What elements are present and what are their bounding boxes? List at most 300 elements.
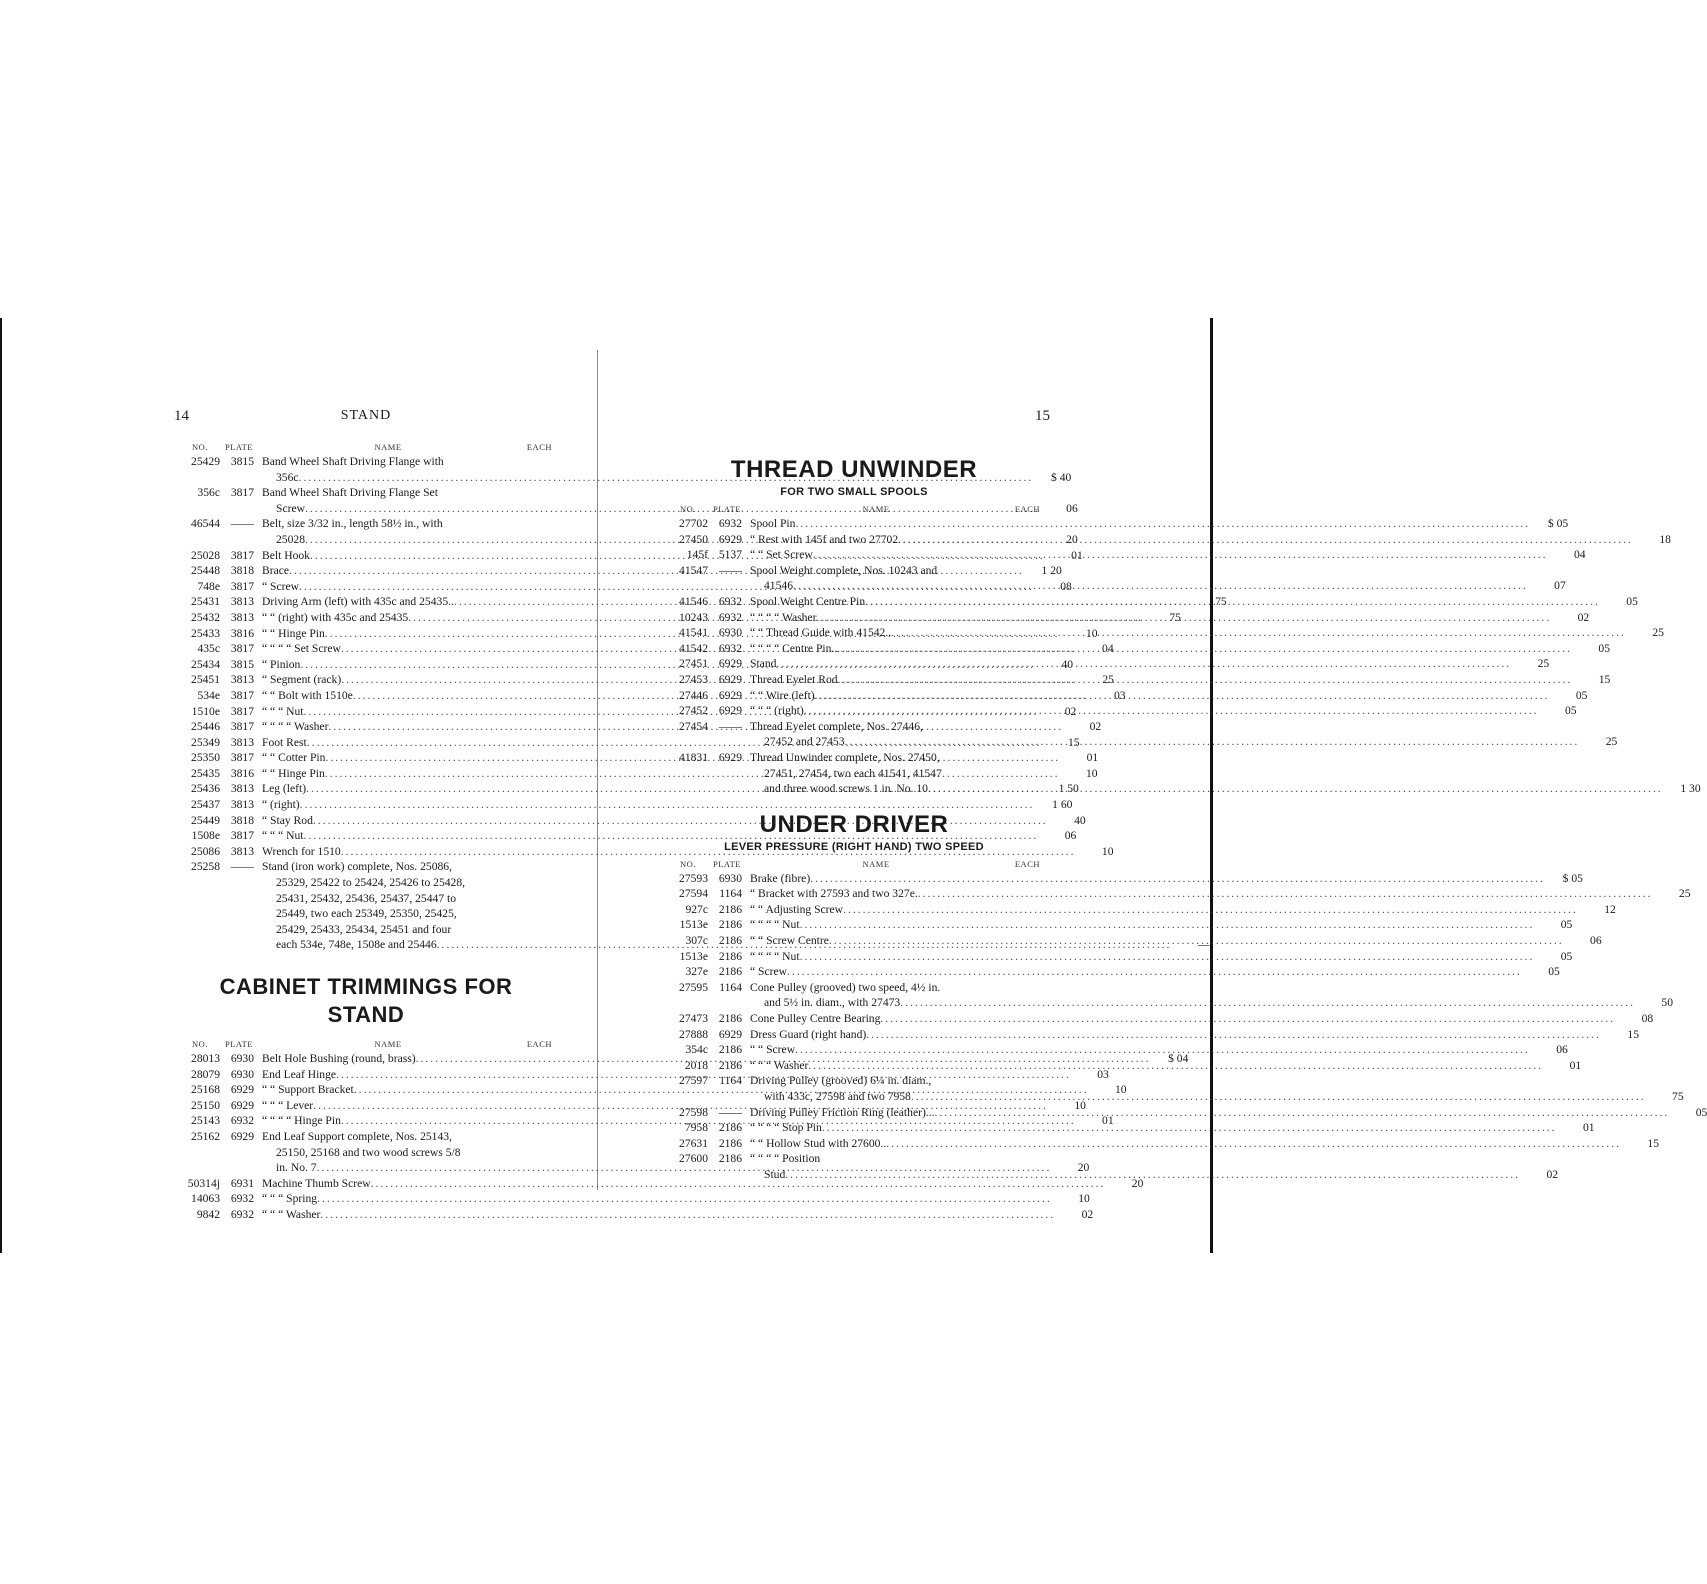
plate-number: 6929 — [230, 1083, 254, 1097]
description-line: “ “ Bolt with 1510e — [262, 688, 353, 702]
part-price: 15 — [1598, 672, 1611, 686]
description-line: Band Wheel Shaft Driving Flange with — [262, 455, 444, 468]
plate-number: 3817 — [230, 704, 254, 718]
plate-number: 3817 — [230, 751, 254, 765]
plate-number: 6930 — [718, 871, 742, 885]
description-line: with 433c, 27598 and two 7958 — [764, 1090, 911, 1103]
part-number: 25451 — [191, 673, 220, 687]
under-driver-subtitle: LEVER PRESSURE (RIGHT HAND) TWO SPEED — [724, 840, 984, 853]
dot-leader — [829, 933, 1564, 949]
plate-number: 6929 — [718, 688, 742, 702]
part-price: 02 — [1064, 704, 1077, 718]
col-name-label: NAME — [862, 858, 890, 869]
col-name-label: NAME — [374, 1039, 402, 1050]
description-line: “ “ “ Nut — [262, 829, 304, 843]
plate-number: 6929 — [718, 672, 742, 686]
part-price: 10 — [1085, 766, 1098, 780]
description-line: 25431, 25432, 25436, 25437, 25447 to — [276, 891, 457, 905]
part-description — [746, 656, 1515, 672]
part-row — [668, 902, 1616, 918]
part-number: 25258 — [191, 860, 220, 874]
part-number: 25429 — [191, 455, 220, 468]
part-description — [258, 1191, 1056, 1207]
plate-number: 6929 — [718, 750, 742, 764]
part-number: 9842 — [196, 1207, 220, 1221]
plate-number: 3813 — [230, 735, 254, 749]
part-number: 41547 — [679, 563, 708, 577]
plate-number: 3817 — [230, 720, 254, 734]
part-price: 75 — [1215, 595, 1227, 609]
part-description — [746, 532, 1637, 548]
dot-leader — [838, 672, 1573, 688]
col-plate-label: PLATE — [713, 504, 741, 514]
plate-number: 6929 — [230, 1130, 254, 1143]
dot-leader — [793, 578, 1528, 594]
part-price: 02 — [1081, 1207, 1094, 1221]
part-price: 12 — [1604, 902, 1616, 916]
part-price: 15 — [1647, 1136, 1659, 1150]
description-line: “ “ Wire (left) — [750, 688, 815, 702]
plate-number: 2186 — [718, 1121, 742, 1135]
description-line: “ “ “ “ Centre Pin.. — [750, 641, 838, 655]
dot-leader — [837, 641, 1572, 657]
part-number: 25350 — [191, 751, 220, 765]
part-number: 25436 — [191, 782, 220, 796]
description-line: “ Pinion — [262, 657, 301, 671]
plate-number: 3816 — [230, 766, 254, 780]
description-line: Foot Rest — [262, 735, 307, 749]
part-number: 41546 — [679, 594, 708, 608]
thread-unwinder-subtitle: FOR TWO SMALL SPOOLS — [780, 486, 928, 498]
dot-leader — [886, 1136, 1621, 1152]
col-plate-label: PLATE — [225, 442, 253, 452]
part-price: 20 — [1066, 532, 1078, 546]
col-each-label: EACH — [526, 1039, 552, 1050]
plate-number: —— — [230, 860, 254, 874]
description-line: “ “ Hinge Pin — [262, 766, 325, 780]
part-row — [668, 1120, 1595, 1136]
part-price: 10 — [1078, 1192, 1090, 1206]
description-line: Driving Pulley (grooved) 6¼ in. diam., — [750, 1074, 932, 1088]
description-line: 25329, 25422 to 25424, 25426 to 25428, — [276, 876, 466, 890]
part-price: 75 — [1672, 1090, 1684, 1103]
plate-number: 6929 — [230, 1098, 254, 1112]
part-number: 2018 — [684, 1058, 708, 1072]
dot-leader — [813, 547, 1548, 563]
right-page-header — [668, 408, 1050, 428]
plate-number: 2186 — [718, 902, 742, 916]
part-number: 25086 — [191, 844, 220, 858]
part-description — [746, 688, 1553, 704]
plate-number: 1164 — [719, 1074, 742, 1088]
col-each-label: EACH — [526, 442, 552, 452]
part-price: 02 — [1546, 1167, 1559, 1181]
part-number: 1513e — [679, 918, 708, 932]
part-price: 1 30 — [1680, 782, 1701, 796]
description-line: Driving Arm (left) with 435c and 25435.. — [262, 595, 454, 609]
description-line: “ “ “ “ Nut — [750, 918, 800, 932]
plate-number: 3813 — [230, 844, 254, 858]
dot-leader — [795, 516, 1530, 532]
part-number: 356c — [197, 486, 220, 500]
description-line: “ “ Cotter Pin — [262, 751, 326, 765]
left-page-header — [174, 408, 552, 428]
dot-leader — [928, 781, 1663, 797]
plate-number: 3817 — [230, 642, 254, 656]
part-row — [180, 797, 1073, 813]
part-number: 27600 — [679, 1152, 708, 1166]
part-description — [746, 719, 1583, 750]
part-row — [668, 964, 1560, 980]
part-price: $ 05 — [1547, 517, 1569, 530]
plate-number: 3817 — [230, 579, 254, 593]
description-line: “ “ “ (right) — [750, 704, 804, 718]
part-number: 50314j — [187, 1176, 220, 1190]
part-row — [180, 1207, 1094, 1223]
plate-number: 6932 — [718, 610, 742, 624]
description-line: “ “ “ “ Nut — [750, 949, 800, 963]
part-description — [746, 703, 1543, 719]
dot-leader — [810, 871, 1545, 887]
plate-number: —— — [718, 719, 742, 733]
cabinet-trimmings-title: CABINET TRIMMINGS FOR STAND — [219, 974, 513, 1028]
plate-number: —— — [718, 1105, 742, 1119]
dot-leader — [816, 610, 1551, 626]
part-price: 08 — [1641, 1012, 1654, 1026]
dot-leader — [804, 703, 1539, 719]
plate-number: 3818 — [230, 564, 254, 578]
part-number: 27452 — [679, 704, 708, 718]
part-description — [258, 1207, 1059, 1223]
part-number: 7958 — [684, 1121, 708, 1135]
running-head: STAND — [340, 408, 392, 423]
description-line: Brake (fibre) — [750, 871, 811, 885]
dot-leader — [918, 886, 1653, 902]
part-number: 27454 — [679, 719, 708, 733]
plate-number: 1164 — [719, 980, 742, 994]
description-line: Screw — [276, 501, 305, 515]
part-description — [746, 964, 1526, 980]
part-number: 25449 — [191, 813, 220, 827]
part-price: 05 — [1548, 965, 1560, 979]
plate-number: 6932 — [230, 1114, 254, 1128]
dot-leader — [891, 625, 1626, 641]
part-price: 07 — [1554, 579, 1566, 593]
plate-number: 3813 — [230, 673, 254, 687]
description-line: “ “ “ Nut — [262, 704, 304, 718]
plate-number: 6932 — [718, 641, 742, 655]
part-description — [746, 563, 1532, 594]
part-number: 27593 — [679, 871, 708, 885]
description-line: End Leaf Support complete, Nos. 25143, — [262, 1130, 452, 1143]
part-number: 1510e — [191, 704, 220, 718]
plate-number: 3817 — [230, 486, 254, 500]
part-description — [746, 610, 1555, 626]
part-description — [746, 902, 1582, 918]
plate-number: 2186 — [718, 949, 742, 963]
thread-unwinder-title: THREAD UNWINDER — [730, 456, 978, 483]
col-no-label: NO. — [192, 442, 208, 452]
part-price: — — [1197, 938, 1210, 952]
part-number: 1508e — [191, 829, 220, 843]
col-name-label: NAME — [862, 504, 890, 514]
dot-leader — [787, 964, 1522, 980]
dot-leader — [843, 902, 1578, 918]
under-driver-column-header — [668, 855, 1040, 869]
part-price: $ 05 — [1562, 871, 1583, 885]
plate-number: 3813 — [230, 595, 254, 609]
part-number: 14063 — [191, 1192, 220, 1206]
part-number: 748e — [197, 579, 220, 593]
part-number: 25431 — [191, 595, 220, 609]
plate-number: 3815 — [230, 455, 254, 468]
stand-column-header — [180, 438, 552, 452]
description-line: “ “ Set Screw — [750, 548, 813, 562]
dot-leader — [845, 734, 1580, 750]
description-line: Cone Pulley Centre Bearing — [750, 1012, 881, 1026]
part-number: 25143 — [191, 1114, 220, 1128]
part-price: 25 — [1652, 626, 1664, 640]
description-line: Belt Hole Bushing (round, brass) — [262, 1052, 416, 1066]
dot-leader — [900, 995, 1635, 1011]
dot-leader — [815, 688, 1550, 704]
description-line: Spool Weight complete, Nos. 10243 and — [750, 563, 938, 577]
description-line: “ “ “ “ Washer — [262, 720, 329, 734]
part-price: 02 — [1089, 720, 1102, 734]
plate-number: 5137 — [718, 548, 742, 562]
part-price: 10 — [1074, 1098, 1086, 1112]
part-price: 05 — [1598, 641, 1611, 655]
description-line: Spool Weight Centre Pin — [750, 594, 866, 608]
col-each-label: EACH — [1014, 858, 1040, 869]
plate-number: 6931 — [230, 1176, 254, 1190]
part-description — [746, 917, 1538, 933]
dot-leader — [320, 1207, 1055, 1223]
part-number: 25434 — [191, 657, 220, 671]
plate-number: 6932 — [718, 517, 742, 530]
part-price: 08 — [1060, 579, 1072, 593]
part-price: 40 — [1074, 813, 1086, 827]
part-number: 25448 — [191, 564, 220, 578]
part-description — [746, 886, 1657, 902]
plate-number: 6929 — [718, 1027, 742, 1041]
description-line: 25429, 25433, 25434, 25451 and four — [276, 922, 452, 936]
col-plate-label: PLATE — [713, 858, 741, 869]
part-price: 04 — [1573, 548, 1586, 562]
description-line: “ “ Adjusting Screw — [750, 902, 844, 916]
part-price: 05 — [1695, 1105, 1707, 1119]
plate-number: 3817 — [230, 829, 254, 843]
description-line: in. No. 7 — [276, 1161, 317, 1175]
description-line: Cone Pulley (grooved) two speed, 4½ in. — [750, 980, 941, 994]
part-number: 27446 — [679, 688, 708, 702]
part-number: 27594 — [679, 887, 708, 901]
description-line: Thread Eyelet Rod — [750, 672, 838, 686]
part-description — [746, 547, 1552, 563]
part-price: 75 — [1169, 610, 1181, 624]
part-description — [746, 1151, 1524, 1182]
part-number: 10243 — [679, 610, 708, 624]
dot-leader — [317, 1191, 1052, 1207]
plate-number: 2186 — [718, 1136, 742, 1150]
part-price: 01 — [1086, 751, 1099, 765]
scan-edge-left — [0, 318, 2, 1253]
description-line: 27451, 27454, two each 41541, 41547 — [764, 766, 942, 780]
part-number: 25168 — [191, 1083, 220, 1097]
part-price: 06 — [1064, 829, 1077, 843]
description-line: Leg (left) — [262, 782, 307, 796]
part-price: 10 — [1085, 626, 1098, 640]
description-line: Stand — [750, 657, 777, 671]
plate-number: 2186 — [718, 1043, 742, 1057]
part-number: 28013 — [191, 1052, 220, 1066]
part-number: 25433 — [191, 626, 220, 640]
part-description — [746, 1011, 1619, 1027]
col-each-label: EACH — [1014, 504, 1040, 514]
description-line: “ “ Thread Guide with 41542.. — [750, 626, 892, 640]
description-line: “ Screw — [750, 965, 788, 979]
plate-number: 6930 — [230, 1052, 254, 1066]
cabinet-column-header — [180, 1035, 552, 1049]
under-driver-title: UNDER DRIVER — [759, 810, 949, 838]
part-price: 01 — [1071, 548, 1083, 562]
plate-number: 6929 — [718, 532, 742, 546]
part-number: 25028 — [191, 548, 220, 562]
description-line: “ “ “ “ Hinge Pin — [262, 1114, 341, 1128]
plate-number: 1164 — [719, 887, 742, 901]
part-price: 20 — [1131, 1176, 1144, 1190]
part-description — [746, 871, 1549, 887]
description-line: “ “ “ Spring — [262, 1192, 318, 1206]
description-line: “ “ Hinge Pin — [262, 626, 325, 640]
part-description — [746, 933, 1568, 949]
description-line: “ “ Screw Centre — [750, 934, 829, 948]
part-price: 10 — [1101, 844, 1114, 858]
description-line: and three wood screws 1 in. No. 10 — [764, 782, 928, 796]
description-line: Thread Eyelet complete, Nos. 27446, — [750, 719, 923, 733]
part-number: 25435 — [191, 766, 220, 780]
part-description — [746, 1105, 1673, 1121]
part-number: 27450 — [679, 532, 708, 546]
description-line: “ “ “ “ Washer — [750, 610, 817, 624]
description-line: “ “ “ Washer — [262, 1207, 321, 1221]
description-line: Machine Thumb Screw — [262, 1176, 371, 1190]
col-no-label: NO. — [680, 858, 696, 869]
page-number-left: 14 — [174, 408, 189, 424]
plate-number: 6929 — [718, 657, 742, 671]
part-number: 41542 — [679, 641, 708, 655]
part-description — [746, 1136, 1625, 1152]
part-price: 10 — [1114, 1083, 1127, 1097]
part-price: 05 — [1560, 918, 1573, 932]
plate-number: 3817 — [230, 688, 254, 702]
plate-number: 3818 — [230, 813, 254, 827]
part-row — [668, 1042, 1568, 1058]
part-number: 27453 — [679, 672, 708, 686]
plate-number: 6932 — [230, 1192, 254, 1206]
part-number: 1513e — [679, 949, 708, 963]
description-line: “ “ “ Washer — [750, 1058, 809, 1072]
part-description — [746, 641, 1576, 657]
plate-number: 2186 — [718, 1152, 742, 1166]
plate-number: 6932 — [230, 1207, 254, 1221]
part-price: 01 — [1102, 1114, 1114, 1128]
part-price: 04 — [1102, 642, 1114, 656]
description-line: Driving Pulley Friction Ring (leather)... — [750, 1105, 935, 1119]
part-price: 25 — [1678, 887, 1691, 901]
part-description — [746, 949, 1538, 965]
dot-leader — [785, 1167, 1520, 1183]
description-line: 27452 and 27453 — [764, 735, 845, 749]
dot-leader — [911, 1089, 1646, 1105]
part-price: 06 — [1556, 1043, 1568, 1057]
part-row — [180, 828, 1077, 844]
description-line: “ “ “ “ Stop Pin — [750, 1121, 822, 1135]
description-line: Belt, size 3/32 in., length 58½ in., with — [262, 517, 443, 531]
plate-number: 3813 — [230, 782, 254, 796]
part-row — [668, 1011, 1654, 1027]
description-line: “ “ “ “ Position — [750, 1152, 821, 1166]
part-price: 03 — [1097, 1067, 1109, 1081]
description-line: 41546 — [764, 579, 793, 593]
description-line: “ Segment (rack) — [262, 673, 342, 687]
part-number: 41831 — [679, 750, 708, 764]
description-line: each 534e, 748e, 1508e and 25446 — [276, 938, 437, 952]
part-number: 41541 — [679, 626, 708, 640]
description-line: “ “ Hollow Stud with 27600.. — [750, 1136, 887, 1150]
part-row — [668, 917, 1573, 933]
dot-leader — [800, 949, 1535, 965]
part-number: 927c — [685, 902, 708, 916]
col-plate-label: PLATE — [225, 1039, 253, 1050]
plate-number: 6929 — [718, 704, 742, 718]
part-number: 435c — [197, 642, 220, 656]
part-price: 20 — [1077, 1161, 1090, 1175]
dot-leader — [865, 594, 1600, 610]
col-name-label: NAME — [374, 442, 402, 452]
part-description — [746, 516, 1534, 532]
part-row — [668, 886, 1691, 902]
description-line: 356c — [276, 470, 299, 484]
part-description — [746, 1027, 1605, 1043]
plate-number: 6932 — [718, 594, 742, 608]
description-line: “ Rest with 145f and two 27702 — [750, 532, 899, 546]
plate-number: 2186 — [718, 1012, 742, 1026]
part-number: 145f — [686, 548, 708, 562]
description-line: “ Stay Rod — [262, 813, 313, 827]
part-price: 18 — [1659, 532, 1671, 546]
dot-leader — [822, 1120, 1557, 1136]
description-line: “ “ “ “ Set Screw — [262, 642, 341, 656]
part-price: 50 — [1661, 996, 1673, 1010]
part-number: 27597 — [679, 1074, 708, 1088]
part-number: 28079 — [191, 1067, 220, 1081]
description-line: “ (right) — [262, 798, 300, 812]
dot-leader — [898, 532, 1633, 548]
part-number: 25162 — [191, 1130, 220, 1143]
part-description — [746, 1042, 1534, 1058]
description-line: Stand (iron work) complete, Nos. 25086, — [262, 860, 452, 874]
dot-leader — [808, 1058, 1543, 1074]
part-price: 05 — [1626, 594, 1638, 608]
part-price: 05 — [1564, 704, 1577, 718]
part-price: 02 — [1577, 610, 1590, 624]
part-price: 25 — [1537, 657, 1550, 671]
description-line: Stud — [764, 1167, 786, 1181]
description-line: 25449, two each 25349, 25350, 25425, — [276, 907, 457, 921]
part-row — [180, 1191, 1090, 1207]
part-row — [668, 1136, 1659, 1152]
